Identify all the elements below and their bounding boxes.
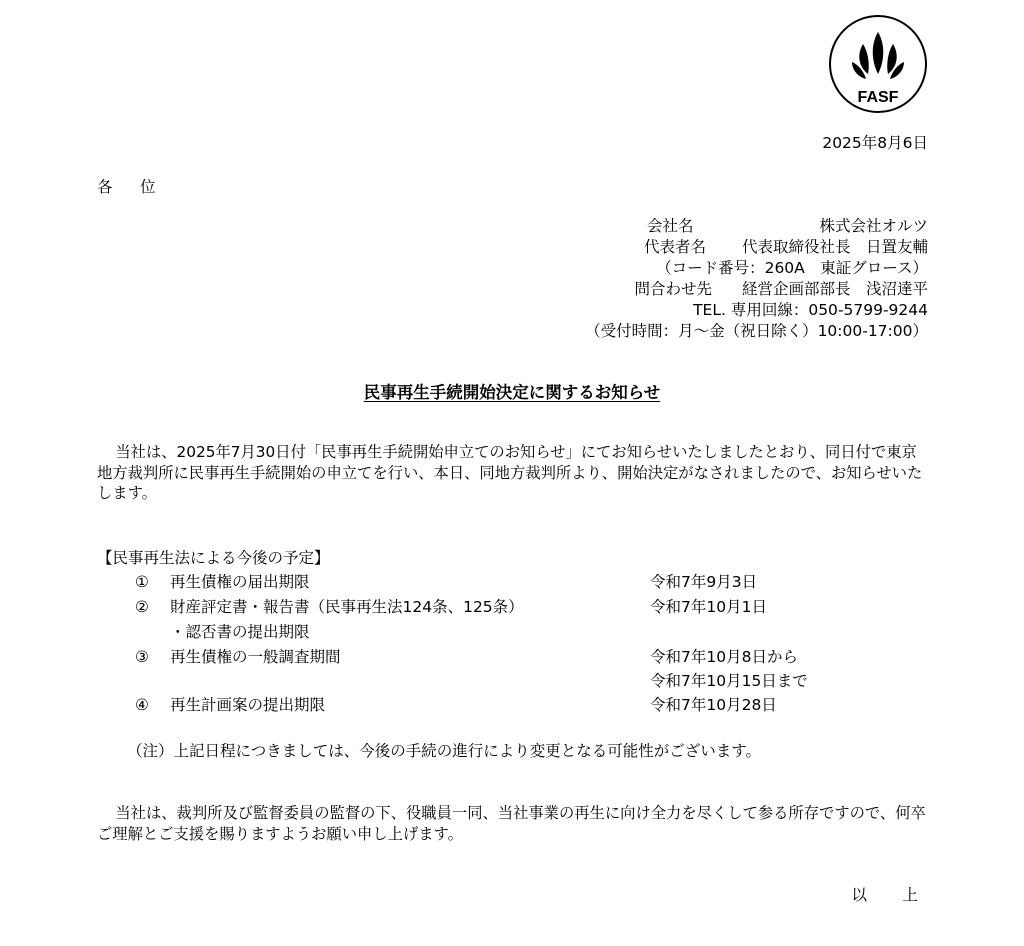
- fasf-logo: [828, 14, 928, 114]
- item-date: 令和7年10月8日から: [650, 648, 798, 666]
- sender-value: TEL. 専用回線：050-5799-9244: [693, 301, 928, 319]
- sender-code: [656, 258, 928, 279]
- item-label: 再生計画案の提出期限: [170, 696, 326, 714]
- schedule-note: （注）上記日程につきましては、今後の手続の進行により変更となる可能性がございます。: [127, 742, 761, 760]
- sender-tel: [693, 300, 928, 321]
- item-date: 令和7年9月3日: [650, 573, 758, 591]
- sender-contact: [634, 279, 928, 300]
- item-date: 令和7年10月28日: [650, 696, 777, 714]
- addressee: 各 位: [97, 178, 162, 196]
- fasf-seal-icon: [828, 14, 928, 114]
- document-title: 民事再生手続開始決定に関するお知らせ: [363, 383, 661, 402]
- sender-company: [647, 216, 928, 237]
- item-label: 再生債権の一般調査期間: [170, 648, 341, 666]
- sender-value: 経営企画部部長 浅沼達平: [741, 280, 928, 298]
- item-number: ①: [135, 573, 149, 591]
- body-paragraph-1: 当社は、2025年7月30日付「民事再生手続開始申立てのお知らせ」にてお知らせいたしましたとおり、同日付で東京地方裁判所に民事再生手続開始の申立てを行い、本日、同地方裁判所より、開始決定がなされましたので、お知らせいたします。: [97, 443, 923, 502]
- sender-value: （受付時間：月～金（祝日除く）10:00-17:00）: [585, 322, 928, 340]
- sender-value: 株式会社オルツ: [819, 217, 928, 235]
- sender-value: 代表取締役社長 日置友輔: [741, 238, 928, 256]
- item-label: 財産評定書・報告書（民事再生法124条、125条）: [170, 598, 524, 616]
- item-label: 再生債権の届出期限: [170, 573, 310, 591]
- schedule-heading: 【民事再生法による今後の予定】: [97, 549, 330, 567]
- sender-label: 問合わせ先: [634, 280, 712, 298]
- item-number: ④: [135, 696, 149, 714]
- closing-mark: 以 上: [851, 886, 928, 904]
- svg-text:FASF: FASF: [857, 89, 899, 106]
- item-date-end: 令和7年10月15日まで: [650, 672, 808, 690]
- sender-representative: [644, 237, 928, 258]
- sender-label: 会社名: [646, 217, 694, 235]
- item-number: ②: [135, 598, 149, 616]
- item-number: ③: [135, 648, 149, 666]
- item-label-continued: ・認否書の提出期限: [170, 623, 310, 641]
- body-paragraph-2: 当社は、裁判所及び監督委員の監督の下、役職員一同、当社事業の再生に向け全力を尽くして参る所存ですので、何卒ご理解とご支援を賜りますようお願い申し上げます。: [97, 804, 926, 843]
- issue-date: 2025年8月6日: [822, 134, 928, 152]
- sender-hours: [585, 321, 928, 342]
- item-date: 令和7年10月1日: [650, 598, 767, 616]
- sender-value: （コード番号：260A 東証グロース）: [656, 259, 928, 277]
- sender-label: 代表者名: [643, 238, 706, 256]
